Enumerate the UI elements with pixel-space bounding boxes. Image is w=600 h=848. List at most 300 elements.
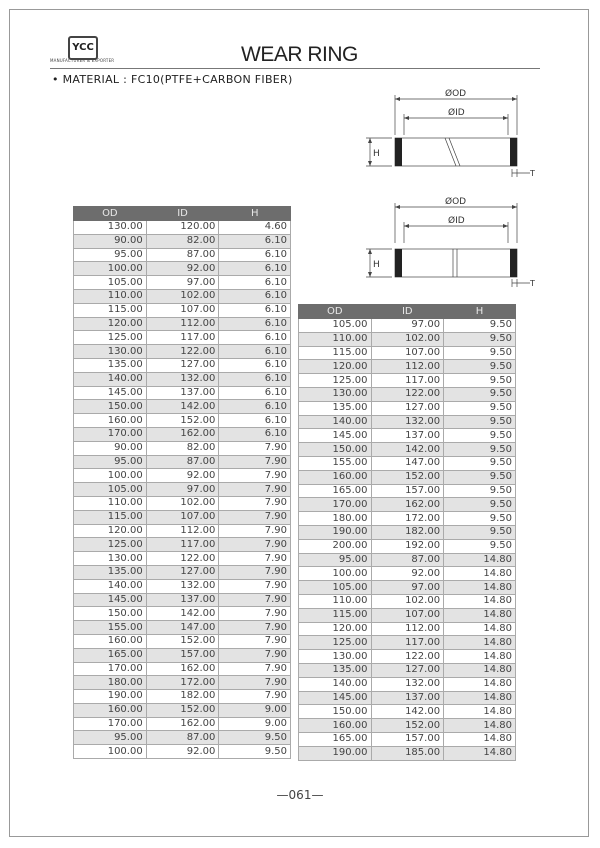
h-cell: 6.10 xyxy=(219,345,291,359)
h-cell: 6.10 xyxy=(219,317,291,331)
h-label-2: H xyxy=(373,260,380,270)
id-cell: 82.00 xyxy=(146,234,219,248)
page-number: —061— xyxy=(276,788,324,802)
h-cell: 9.50 xyxy=(444,512,516,526)
table-row xyxy=(74,690,291,704)
od-cell: 125.00 xyxy=(74,538,147,552)
h-cell: 9.50 xyxy=(444,443,516,457)
id-cell: 92.00 xyxy=(146,469,219,483)
table-row xyxy=(299,484,516,498)
h-cell: 7.90 xyxy=(219,483,291,497)
od-cell: 160.00 xyxy=(74,703,147,717)
table-header-row xyxy=(74,207,291,221)
table-row xyxy=(299,705,516,719)
table-row xyxy=(74,662,291,676)
id-cell: 107.00 xyxy=(146,303,219,317)
table-row xyxy=(74,372,291,386)
id-cell: 132.00 xyxy=(371,677,444,691)
h-cell: 14.80 xyxy=(444,622,516,636)
od-label-2: ØOD xyxy=(445,197,467,207)
h-cell: 9.50 xyxy=(444,387,516,401)
table-row xyxy=(74,538,291,552)
id-cell: 112.00 xyxy=(371,360,444,374)
header-od: OD xyxy=(299,305,372,319)
h-cell: 7.90 xyxy=(219,690,291,704)
t-label-2: T xyxy=(530,279,535,288)
h-cell: 6.10 xyxy=(219,372,291,386)
h-cell: 9.50 xyxy=(444,484,516,498)
od-cell: 165.00 xyxy=(299,484,372,498)
id-cell: 122.00 xyxy=(146,345,219,359)
table-row xyxy=(299,387,516,401)
id-cell: 87.00 xyxy=(371,553,444,567)
h-cell: 9.50 xyxy=(444,456,516,470)
table-row xyxy=(74,276,291,290)
table-row xyxy=(299,581,516,595)
table-row xyxy=(74,731,291,745)
id-cell: 97.00 xyxy=(146,483,219,497)
table-row xyxy=(74,717,291,731)
table-header-row xyxy=(299,305,516,319)
h-cell: 7.90 xyxy=(219,662,291,676)
h-cell: 6.10 xyxy=(219,303,291,317)
header-id: ID xyxy=(371,305,444,319)
od-cell: 180.00 xyxy=(74,676,147,690)
h-label-1: H xyxy=(373,149,380,159)
id-cell: 102.00 xyxy=(146,496,219,510)
id-cell: 120.00 xyxy=(146,221,219,235)
id-cell: 122.00 xyxy=(371,387,444,401)
h-cell: 9.50 xyxy=(219,745,291,759)
id-label-1: ØID xyxy=(448,108,465,118)
table-row xyxy=(299,443,516,457)
od-cell: 125.00 xyxy=(299,636,372,650)
table-row xyxy=(299,374,516,388)
header-od: OD xyxy=(74,207,147,221)
od-cell: 140.00 xyxy=(299,415,372,429)
table-row xyxy=(299,429,516,443)
h-cell: 14.80 xyxy=(444,650,516,664)
h-cell: 9.50 xyxy=(444,470,516,484)
h-cell: 9.50 xyxy=(444,360,516,374)
table-row xyxy=(74,621,291,635)
od-cell: 190.00 xyxy=(299,525,372,539)
dimension-table-left xyxy=(73,206,291,759)
od-cell: 115.00 xyxy=(74,510,147,524)
id-cell: 102.00 xyxy=(371,332,444,346)
id-cell: 127.00 xyxy=(146,358,219,372)
h-cell: 14.80 xyxy=(444,594,516,608)
od-cell: 135.00 xyxy=(299,663,372,677)
id-cell: 127.00 xyxy=(371,401,444,415)
id-cell: 102.00 xyxy=(371,594,444,608)
od-cell: 110.00 xyxy=(74,496,147,510)
table-row xyxy=(74,262,291,276)
od-cell: 115.00 xyxy=(299,608,372,622)
table-row xyxy=(299,470,516,484)
od-cell: 160.00 xyxy=(299,719,372,733)
h-cell: 6.10 xyxy=(219,289,291,303)
od-cell: 190.00 xyxy=(74,690,147,704)
od-cell: 110.00 xyxy=(299,594,372,608)
h-cell: 9.00 xyxy=(219,703,291,717)
od-cell: 115.00 xyxy=(299,346,372,360)
id-cell: 132.00 xyxy=(146,372,219,386)
h-cell: 6.10 xyxy=(219,248,291,262)
id-cell: 82.00 xyxy=(146,441,219,455)
id-cell: 162.00 xyxy=(371,498,444,512)
od-cell: 105.00 xyxy=(74,483,147,497)
od-cell: 150.00 xyxy=(74,400,147,414)
od-cell: 135.00 xyxy=(299,401,372,415)
table-row xyxy=(299,539,516,553)
id-cell: 147.00 xyxy=(146,621,219,635)
h-cell: 14.80 xyxy=(444,691,516,705)
id-cell: 117.00 xyxy=(371,374,444,388)
id-cell: 87.00 xyxy=(146,731,219,745)
od-cell: 130.00 xyxy=(299,387,372,401)
od-cell: 100.00 xyxy=(74,262,147,276)
table-row xyxy=(74,386,291,400)
h-cell: 7.90 xyxy=(219,455,291,469)
id-cell: 92.00 xyxy=(146,745,219,759)
h-cell: 14.80 xyxy=(444,663,516,677)
h-cell: 14.80 xyxy=(444,677,516,691)
od-cell: 95.00 xyxy=(299,553,372,567)
table-row xyxy=(299,622,516,636)
table-row xyxy=(74,648,291,662)
table-row xyxy=(299,677,516,691)
od-cell: 105.00 xyxy=(74,276,147,290)
id-cell: 192.00 xyxy=(371,539,444,553)
logo-tagline: MANUFACTURER & EXPORTER xyxy=(50,58,115,63)
table-row xyxy=(74,289,291,303)
table-row xyxy=(74,483,291,497)
id-cell: 142.00 xyxy=(371,443,444,457)
od-cell: 135.00 xyxy=(74,565,147,579)
od-cell: 160.00 xyxy=(299,470,372,484)
table-row xyxy=(74,703,291,717)
table-row xyxy=(74,496,291,510)
id-cell: 142.00 xyxy=(146,607,219,621)
table-row xyxy=(74,234,291,248)
h-cell: 7.90 xyxy=(219,593,291,607)
h-cell: 14.80 xyxy=(444,705,516,719)
header-h: H xyxy=(219,207,291,221)
h-cell: 7.90 xyxy=(219,648,291,662)
od-cell: 95.00 xyxy=(74,455,147,469)
h-cell: 7.90 xyxy=(219,538,291,552)
od-cell: 150.00 xyxy=(299,443,372,457)
id-cell: 92.00 xyxy=(371,567,444,581)
h-cell: 6.10 xyxy=(219,400,291,414)
od-cell: 200.00 xyxy=(299,539,372,553)
h-cell: 7.90 xyxy=(219,441,291,455)
h-cell: 6.10 xyxy=(219,331,291,345)
material-spec: • MATERIAL : FC10(PTFE+CARBON FIBER) xyxy=(52,73,293,86)
od-cell: 145.00 xyxy=(299,429,372,443)
id-cell: 97.00 xyxy=(371,319,444,333)
h-cell: 9.50 xyxy=(444,539,516,553)
od-cell: 120.00 xyxy=(74,317,147,331)
table-row xyxy=(299,360,516,374)
id-cell: 112.00 xyxy=(371,622,444,636)
id-cell: 152.00 xyxy=(146,414,219,428)
id-cell: 137.00 xyxy=(146,593,219,607)
h-cell: 6.10 xyxy=(219,276,291,290)
h-cell: 9.50 xyxy=(444,429,516,443)
od-cell: 95.00 xyxy=(74,731,147,745)
table-row xyxy=(299,415,516,429)
table-row xyxy=(299,525,516,539)
logo-badge: YCC xyxy=(68,36,98,60)
od-cell: 100.00 xyxy=(74,469,147,483)
h-cell: 14.80 xyxy=(444,719,516,733)
company-logo xyxy=(50,36,130,76)
id-cell: 152.00 xyxy=(371,719,444,733)
table-row xyxy=(74,317,291,331)
od-cell: 155.00 xyxy=(299,456,372,470)
table-row xyxy=(74,221,291,235)
id-cell: 185.00 xyxy=(371,746,444,760)
table-row xyxy=(74,358,291,372)
id-cell: 122.00 xyxy=(371,650,444,664)
table-row xyxy=(74,579,291,593)
od-cell: 120.00 xyxy=(74,524,147,538)
h-cell: 14.80 xyxy=(444,732,516,746)
od-cell: 130.00 xyxy=(74,345,147,359)
id-cell: 97.00 xyxy=(146,276,219,290)
table-row xyxy=(74,565,291,579)
table-row xyxy=(299,650,516,664)
od-cell: 140.00 xyxy=(74,579,147,593)
table-row xyxy=(74,593,291,607)
h-cell: 7.90 xyxy=(219,621,291,635)
id-cell: 152.00 xyxy=(146,703,219,717)
id-cell: 117.00 xyxy=(146,331,219,345)
h-cell: 9.50 xyxy=(444,401,516,415)
table-row xyxy=(299,332,516,346)
od-cell: 145.00 xyxy=(74,593,147,607)
od-cell: 180.00 xyxy=(299,512,372,526)
od-cell: 125.00 xyxy=(74,331,147,345)
id-cell: 117.00 xyxy=(146,538,219,552)
od-cell: 100.00 xyxy=(74,745,147,759)
table-row xyxy=(74,745,291,759)
id-cell: 87.00 xyxy=(146,248,219,262)
od-cell: 150.00 xyxy=(74,607,147,621)
od-cell: 160.00 xyxy=(74,414,147,428)
od-cell: 170.00 xyxy=(299,498,372,512)
h-cell: 9.50 xyxy=(444,332,516,346)
h-cell: 6.10 xyxy=(219,234,291,248)
od-cell: 90.00 xyxy=(74,234,147,248)
od-cell: 140.00 xyxy=(299,677,372,691)
id-cell: 157.00 xyxy=(371,484,444,498)
od-cell: 170.00 xyxy=(74,662,147,676)
table-row xyxy=(299,732,516,746)
od-cell: 130.00 xyxy=(74,552,147,566)
h-cell: 7.90 xyxy=(219,469,291,483)
h-cell: 4.60 xyxy=(219,221,291,235)
table-row xyxy=(74,676,291,690)
od-cell: 110.00 xyxy=(299,332,372,346)
od-cell: 95.00 xyxy=(74,248,147,262)
table-row xyxy=(74,331,291,345)
h-cell: 6.10 xyxy=(219,414,291,428)
table-row xyxy=(74,607,291,621)
table-row xyxy=(74,510,291,524)
id-cell: 102.00 xyxy=(146,289,219,303)
table-row xyxy=(299,608,516,622)
table-row xyxy=(74,414,291,428)
id-cell: 172.00 xyxy=(146,676,219,690)
od-cell: 170.00 xyxy=(74,427,147,441)
h-cell: 7.90 xyxy=(219,634,291,648)
table-row xyxy=(299,567,516,581)
dimension-table-right xyxy=(298,304,516,761)
table-row xyxy=(74,303,291,317)
h-cell: 6.10 xyxy=(219,262,291,276)
h-cell: 6.10 xyxy=(219,386,291,400)
id-cell: 142.00 xyxy=(146,400,219,414)
table-row xyxy=(299,456,516,470)
table-row xyxy=(299,512,516,526)
page-title: WEAR RING xyxy=(241,43,358,66)
table-row xyxy=(299,594,516,608)
table-row xyxy=(74,455,291,469)
id-cell: 162.00 xyxy=(146,662,219,676)
t-label-1: T xyxy=(530,169,535,178)
od-cell: 145.00 xyxy=(74,386,147,400)
id-label-2: ØID xyxy=(448,216,465,226)
table-row xyxy=(74,634,291,648)
id-cell: 152.00 xyxy=(146,634,219,648)
id-cell: 107.00 xyxy=(371,346,444,360)
id-cell: 157.00 xyxy=(371,732,444,746)
od-cell: 125.00 xyxy=(299,374,372,388)
id-cell: 137.00 xyxy=(371,691,444,705)
id-cell: 157.00 xyxy=(146,648,219,662)
od-cell: 90.00 xyxy=(74,441,147,455)
id-cell: 147.00 xyxy=(371,456,444,470)
table-row xyxy=(299,663,516,677)
id-cell: 137.00 xyxy=(146,386,219,400)
h-cell: 7.90 xyxy=(219,552,291,566)
wear-ring-diagram-slanted-cut xyxy=(360,85,550,185)
od-cell: 140.00 xyxy=(74,372,147,386)
table-row xyxy=(299,498,516,512)
id-cell: 132.00 xyxy=(371,415,444,429)
table-row xyxy=(299,636,516,650)
table-row xyxy=(299,346,516,360)
od-cell: 130.00 xyxy=(299,650,372,664)
table-row xyxy=(74,552,291,566)
od-cell: 160.00 xyxy=(74,634,147,648)
id-cell: 127.00 xyxy=(146,565,219,579)
h-cell: 9.50 xyxy=(444,319,516,333)
h-cell: 14.80 xyxy=(444,553,516,567)
id-cell: 112.00 xyxy=(146,524,219,538)
h-cell: 6.10 xyxy=(219,358,291,372)
title-divider xyxy=(50,68,540,69)
wear-ring-diagram-straight-cut xyxy=(360,193,550,293)
header-id: ID xyxy=(146,207,219,221)
h-cell: 7.90 xyxy=(219,676,291,690)
table-row xyxy=(299,401,516,415)
table-row xyxy=(74,469,291,483)
id-cell: 162.00 xyxy=(146,717,219,731)
table-row xyxy=(74,441,291,455)
h-cell: 7.90 xyxy=(219,565,291,579)
table-row xyxy=(299,691,516,705)
h-cell: 7.90 xyxy=(219,496,291,510)
od-cell: 155.00 xyxy=(74,621,147,635)
table-row xyxy=(74,400,291,414)
h-cell: 9.50 xyxy=(444,415,516,429)
od-cell: 165.00 xyxy=(74,648,147,662)
h-cell: 7.90 xyxy=(219,510,291,524)
id-cell: 112.00 xyxy=(146,317,219,331)
table-row xyxy=(74,427,291,441)
id-cell: 172.00 xyxy=(371,512,444,526)
od-cell: 190.00 xyxy=(299,746,372,760)
od-cell: 120.00 xyxy=(299,360,372,374)
table-row xyxy=(74,524,291,538)
id-cell: 92.00 xyxy=(146,262,219,276)
od-cell: 150.00 xyxy=(299,705,372,719)
id-cell: 152.00 xyxy=(371,470,444,484)
h-cell: 14.80 xyxy=(444,581,516,595)
id-cell: 182.00 xyxy=(146,690,219,704)
od-cell: 100.00 xyxy=(299,567,372,581)
h-cell: 6.10 xyxy=(219,427,291,441)
od-label-1: ØOD xyxy=(445,89,467,99)
h-cell: 14.80 xyxy=(444,636,516,650)
h-cell: 14.80 xyxy=(444,567,516,581)
table-row xyxy=(74,248,291,262)
id-cell: 107.00 xyxy=(371,608,444,622)
h-cell: 9.50 xyxy=(444,374,516,388)
id-cell: 162.00 xyxy=(146,427,219,441)
id-cell: 127.00 xyxy=(371,663,444,677)
h-cell: 7.90 xyxy=(219,579,291,593)
id-cell: 142.00 xyxy=(371,705,444,719)
od-cell: 165.00 xyxy=(299,732,372,746)
od-cell: 135.00 xyxy=(74,358,147,372)
h-cell: 14.80 xyxy=(444,608,516,622)
table-row xyxy=(299,719,516,733)
id-cell: 117.00 xyxy=(371,636,444,650)
table-row xyxy=(74,345,291,359)
id-cell: 122.00 xyxy=(146,552,219,566)
h-cell: 7.90 xyxy=(219,524,291,538)
table-row xyxy=(299,319,516,333)
id-cell: 97.00 xyxy=(371,581,444,595)
h-cell: 14.80 xyxy=(444,746,516,760)
od-cell: 105.00 xyxy=(299,581,372,595)
h-cell: 9.50 xyxy=(444,525,516,539)
od-cell: 115.00 xyxy=(74,303,147,317)
h-cell: 9.50 xyxy=(219,731,291,745)
h-cell: 9.50 xyxy=(444,498,516,512)
h-cell: 7.90 xyxy=(219,607,291,621)
od-cell: 145.00 xyxy=(299,691,372,705)
od-cell: 105.00 xyxy=(299,319,372,333)
od-cell: 120.00 xyxy=(299,622,372,636)
id-cell: 137.00 xyxy=(371,429,444,443)
id-cell: 182.00 xyxy=(371,525,444,539)
